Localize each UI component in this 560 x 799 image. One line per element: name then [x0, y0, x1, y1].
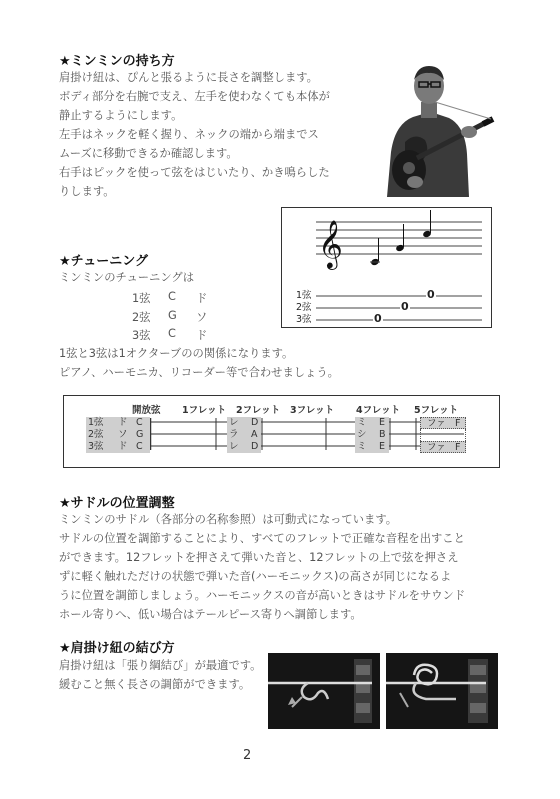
tuning-string: 3弦: [132, 329, 151, 342]
holding-line: 左手はネックを軽く握り、ネックの端から端までス: [59, 128, 319, 141]
holding-line: 右手はピックを使って弦をはじいたり、かき鳴らした: [59, 166, 330, 179]
fret-header: 2フレット: [236, 405, 281, 416]
fret-letter: G: [136, 429, 144, 440]
fret4-cell: [355, 429, 389, 441]
fret4-cell: [355, 417, 389, 429]
fret-letter: C: [136, 417, 143, 428]
tab-string-labels: [296, 290, 312, 326]
tuning-note-line: ピアノ、ハーモニカ、リコーダー等で合わせましょう。: [59, 366, 339, 379]
fret-solfege: ファ: [427, 442, 446, 453]
saddle-section-title: ★サドルの位置調整: [59, 496, 175, 511]
tuning-string: 2弦: [132, 311, 151, 324]
saddle-line: ホール寄りへ、低い場合はテールピース寄りへ調節します。: [59, 608, 362, 621]
fret-solfege: ド: [118, 417, 128, 428]
strap-line: 緩むこと無く長さの調節ができます。: [59, 678, 251, 691]
tuning-row: [132, 309, 222, 328]
fret-string-label: 1弦: [88, 417, 104, 428]
fret-header: 4フレット: [356, 405, 401, 416]
strap-section-title: ★肩掛け紐の結び方: [59, 641, 175, 656]
tuning-intro: ミンミンのチューニングは: [59, 271, 194, 284]
fret-letter: F: [455, 418, 461, 429]
tab-number: 0: [374, 312, 382, 325]
knot-photo-1: [268, 653, 380, 729]
fret-header: 5フレット: [414, 405, 459, 416]
holding-line: 静止するようにします。: [59, 109, 183, 122]
page-number: 2: [243, 748, 252, 763]
tuning-notes: [59, 344, 339, 382]
tuning-solfege: ド: [196, 292, 208, 305]
tab-number: 0: [401, 300, 409, 313]
fret-solfege: ミ: [357, 417, 367, 428]
svg-text:𝄞: 𝄞: [318, 219, 343, 268]
tab-string-label: 2弦: [296, 302, 312, 313]
tuning-letter: C: [168, 327, 176, 340]
strap-section-body: [59, 656, 261, 694]
fret2-cell: [227, 441, 261, 453]
fret-solfege: レ: [229, 417, 239, 428]
tuning-solfege: ソ: [196, 311, 208, 324]
fret-solfege: ファ: [427, 418, 446, 429]
strap-line: 肩掛け紐は「張り綱結び」が最適です。: [59, 659, 262, 672]
tuning-letter: C: [168, 290, 176, 303]
tuning-section-title: ★チューニング: [59, 254, 149, 269]
tab-number: 0: [427, 288, 435, 301]
player-photo: [365, 62, 495, 197]
saddle-line: ずに軽く触れただけの状態で弾いた音(ハーモニックス)の高さが同じになるよ: [59, 570, 452, 583]
fret-letter: E: [379, 417, 386, 428]
holding-section-title: ★ミンミンの持ち方: [59, 54, 175, 69]
tuning-notation-box: [281, 207, 492, 328]
tuning-string: 1弦: [132, 292, 151, 305]
fret-letter: B: [379, 429, 386, 440]
saddle-line: ができます。12フレットを押さえて弾いた音と、12フレットの上で弦を押さえ: [59, 551, 459, 564]
saddle-section-body: [59, 510, 465, 624]
fret-string-label: 2弦: [88, 429, 104, 440]
fret-open-cell: [86, 441, 150, 453]
tuning-note-line: 1弦と3弦は1オクターブのの関係になります。: [59, 347, 294, 360]
fret-solfege: ラ: [229, 429, 239, 440]
fret-solfege: レ: [229, 441, 239, 452]
fret-open-cell: [86, 429, 150, 441]
fret-header: 3フレット: [290, 405, 335, 416]
tab-string-label: 1弦: [296, 290, 312, 301]
fret-letter: D: [251, 417, 259, 428]
fret-letter: E: [379, 441, 386, 452]
fret-solfege: ミ: [357, 441, 367, 452]
fret2-cell: [227, 417, 261, 429]
tab-string-label: 3弦: [296, 314, 312, 325]
knot-photo-2: [386, 653, 498, 729]
fret-header: 1フレット: [182, 405, 227, 416]
saddle-line: うに位置を調節しましょう。ハーモニックスの音が高いときはサドルをサウンド: [59, 589, 466, 602]
holding-line: 肩掛け紐は、ぴんと張るように長さを調整します。: [59, 71, 318, 84]
fret2-cell: [227, 429, 261, 441]
fret-open-cell: [86, 417, 150, 429]
fret-solfege: ソ: [118, 429, 128, 440]
saddle-line: サドルの位置を調節することにより、すべてのフレットで正確な音程を出すこと: [59, 532, 465, 545]
fret5-cell: [420, 441, 466, 453]
fret-letter: F: [455, 442, 461, 453]
holding-line: ボディ部分を右腕で支え、左手を使わなくても本体が: [59, 90, 330, 103]
fret4-cell: [355, 441, 389, 453]
tuning-row: [132, 290, 222, 309]
fret-header: 開放弦: [132, 405, 161, 416]
tuning-solfege: ド: [196, 329, 208, 342]
saddle-line: ミンミンのサドル（各部分の名称参照）は可動式になっています。: [59, 513, 398, 526]
fret-solfege: シ: [357, 429, 367, 440]
holding-line: りします。: [59, 185, 115, 198]
fret5-cell: [420, 417, 466, 429]
holding-line: ムーズに移動できるか確認します。: [59, 147, 238, 160]
fret-letter: A: [251, 429, 258, 440]
holding-section-body: [59, 68, 330, 201]
fret-letter: C: [136, 441, 143, 452]
tuning-letter: G: [168, 309, 177, 322]
fret-chart: [63, 395, 500, 468]
fret5-cell: [420, 429, 466, 441]
fret-string-label: 3弦: [88, 441, 104, 452]
fret-solfege: ド: [118, 441, 128, 452]
fret-letter: D: [251, 441, 259, 452]
